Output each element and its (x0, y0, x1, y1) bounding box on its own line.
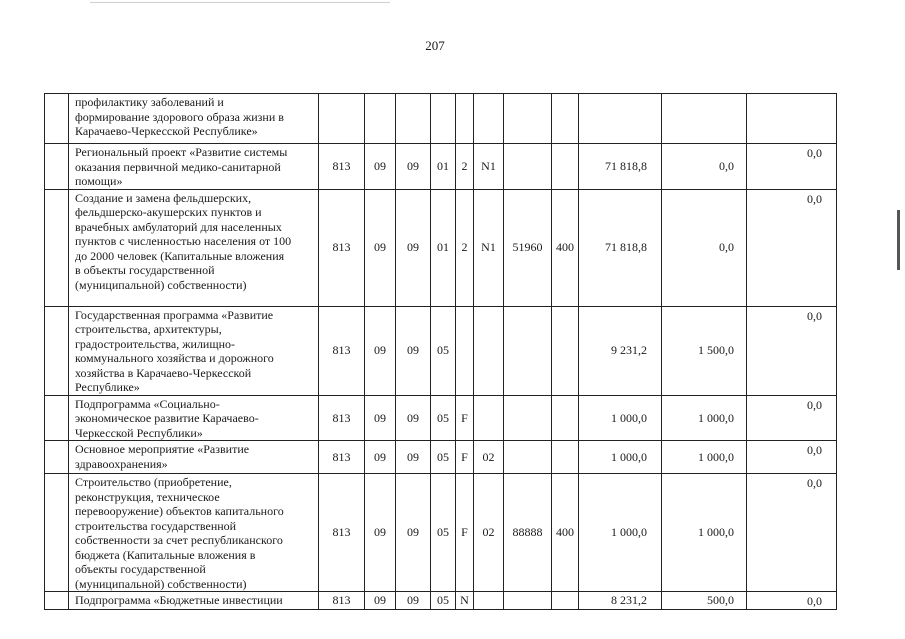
amount-year-1: 71 818,8 (579, 144, 662, 190)
program-code: 05 (431, 306, 456, 395)
program-code: 05 (431, 441, 456, 474)
section-code: 09 (365, 592, 396, 610)
item-name: профилактику заболеваний и формирование здорового образа жизни в Карачаево-Черкесской Республике» (69, 94, 319, 144)
section-code: 09 (365, 306, 396, 395)
subprogram-code (456, 94, 474, 144)
table-row (45, 94, 837, 144)
binding-mark (897, 210, 900, 270)
amount-year-3: 0,0 (747, 395, 837, 441)
table-row (45, 474, 837, 592)
activity-code (474, 306, 504, 395)
amount-year-2: 1 500,0 (662, 306, 747, 395)
ministry-code (319, 94, 365, 144)
row-number-cell (45, 94, 69, 144)
direction-code (504, 395, 552, 441)
amount-year-2: 0,0 (662, 144, 747, 190)
expense-type-code (552, 441, 579, 474)
section-code: 09 (365, 189, 396, 306)
section-code: 09 (365, 144, 396, 190)
expense-type-code: 400 (552, 189, 579, 306)
subsection-code: 09 (396, 441, 431, 474)
table-row (45, 144, 837, 190)
row-number-cell (45, 592, 69, 610)
activity-code: 02 (474, 441, 504, 474)
activity-code: N1 (474, 189, 504, 306)
program-code: 05 (431, 474, 456, 592)
row-number-cell (45, 474, 69, 592)
subsection-code: 09 (396, 592, 431, 610)
activity-code (474, 395, 504, 441)
program-code: 05 (431, 592, 456, 610)
subprogram-code: F (456, 474, 474, 592)
program-code: 05 (431, 395, 456, 441)
item-name: Создание и замена фельдшерских, фельдшерско-акушерских пунктов и врачебных амбулаторий для населенных пунктов с численностью населения от 100 до 2000 человек (Капитальные вложения в объекты государственной (муниципальной) собственности) (69, 189, 319, 306)
subsection-code: 09 (396, 474, 431, 592)
subprogram-code: N (456, 592, 474, 610)
section-code (365, 94, 396, 144)
expense-type-code (552, 395, 579, 441)
subsection-code: 09 (396, 306, 431, 395)
direction-code (504, 592, 552, 610)
program-code (431, 94, 456, 144)
row-number-cell (45, 144, 69, 190)
direction-code (504, 441, 552, 474)
item-name: Строительство (приобретение, реконструкция, техническое перевооружение) объектов капитального строительства государственной собственности за счет республиканского бюджета (Капитальные вложения в объекты государственной (муниципальной) собственности) (69, 474, 319, 592)
amount-year-3: 0,0 (747, 441, 837, 474)
amount-year-3: 0,0 (747, 144, 837, 190)
amount-year-2: 0,0 (662, 189, 747, 306)
ministry-code: 813 (319, 395, 365, 441)
item-name: Региональный проект «Развитие системы оказания первичной медико-санитарной помощи» (69, 144, 319, 190)
ministry-code: 813 (319, 441, 365, 474)
ministry-code: 813 (319, 474, 365, 592)
item-name: Подпрограмма «Бюджетные инвестиции (69, 592, 319, 610)
page-number: 207 (425, 38, 445, 53)
expense-type-code (552, 94, 579, 144)
section-code: 09 (365, 441, 396, 474)
section-code: 09 (365, 474, 396, 592)
activity-code (474, 592, 504, 610)
subprogram-code: F (456, 395, 474, 441)
program-code: 01 (431, 144, 456, 190)
amount-year-2: 1 000,0 (662, 395, 747, 441)
amount-year-1: 71 818,8 (579, 189, 662, 306)
amount-year-1: 9 231,2 (579, 306, 662, 395)
expense-type-code: 400 (552, 474, 579, 592)
direction-code: 51960 (504, 189, 552, 306)
subprogram-code: 2 (456, 144, 474, 190)
amount-year-3: 0,0 (747, 592, 837, 610)
top-edge-line (90, 2, 390, 3)
row-number-cell (45, 395, 69, 441)
item-name: Государственная программа «Развитие строительства, архитектуры, градостроительства, жилищно- коммунального хозяйства и дорожного хозяйства в Карачаево-Черкесской Республике» (69, 306, 319, 395)
item-name: Подпрограмма «Социально- экономическое развитие Карачаево- Черкесской Республики» (69, 395, 319, 441)
row-number-cell (45, 441, 69, 474)
direction-code (504, 94, 552, 144)
expense-type-code (552, 306, 579, 395)
ministry-code: 813 (319, 592, 365, 610)
direction-code: 88888 (504, 474, 552, 592)
subsection-code: 09 (396, 144, 431, 190)
expense-type-code (552, 592, 579, 610)
amount-year-2: 1 000,0 (662, 474, 747, 592)
amount-year-2 (662, 94, 747, 144)
subprogram-code: 2 (456, 189, 474, 306)
amount-year-2: 1 000,0 (662, 441, 747, 474)
amount-year-1: 1 000,0 (579, 395, 662, 441)
activity-code (474, 94, 504, 144)
ministry-code: 813 (319, 144, 365, 190)
ministry-code: 813 (319, 306, 365, 395)
direction-code (504, 306, 552, 395)
amount-year-3: 0,0 (747, 189, 837, 306)
amount-year-3 (747, 94, 837, 144)
program-code: 01 (431, 189, 456, 306)
table-row (45, 441, 837, 474)
table-row (45, 592, 837, 610)
amount-year-1: 8 231,2 (579, 592, 662, 610)
subsection-code (396, 94, 431, 144)
expense-type-code (552, 144, 579, 190)
amount-year-2: 500,0 (662, 592, 747, 610)
activity-code: N1 (474, 144, 504, 190)
table-row (45, 306, 837, 395)
amount-year-3: 0,0 (747, 474, 837, 592)
item-name: Основное мероприятие «Развитие здравоохранения» (69, 441, 319, 474)
subsection-code: 09 (396, 189, 431, 306)
subprogram-code (456, 306, 474, 395)
row-number-cell (45, 306, 69, 395)
subsection-code: 09 (396, 395, 431, 441)
table-row (45, 395, 837, 441)
table-row (45, 189, 837, 306)
activity-code: 02 (474, 474, 504, 592)
amount-year-3: 0,0 (747, 306, 837, 395)
amount-year-1: 1 000,0 (579, 441, 662, 474)
amount-year-1 (579, 94, 662, 144)
section-code: 09 (365, 395, 396, 441)
budget-table (44, 93, 837, 610)
subprogram-code: F (456, 441, 474, 474)
row-number-cell (45, 189, 69, 306)
amount-year-1: 1 000,0 (579, 474, 662, 592)
ministry-code: 813 (319, 189, 365, 306)
direction-code (504, 144, 552, 190)
